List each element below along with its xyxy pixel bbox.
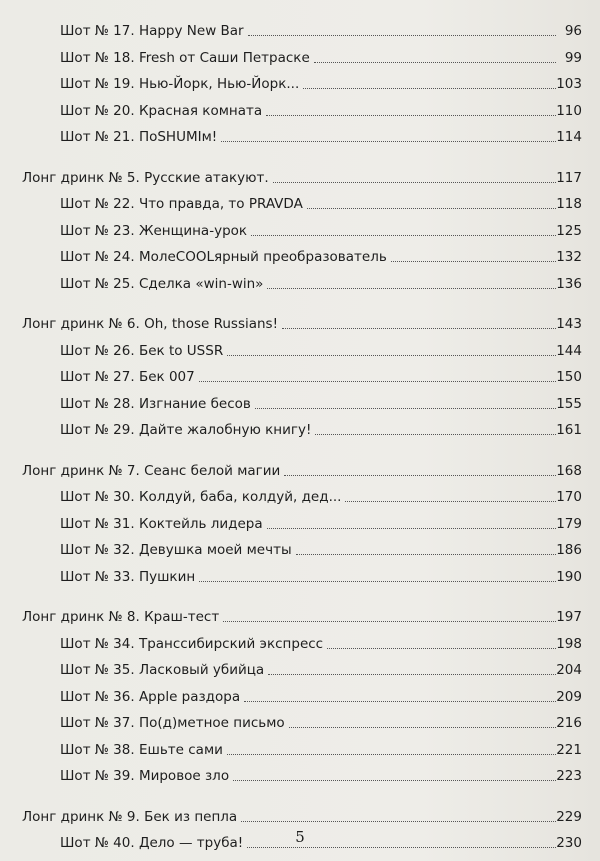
toc-page-number: 96 [564, 23, 582, 39]
toc-shot-entry [0, 484, 600, 511]
toc-entry-title: Шот № 34. Транссибирский экспресс [60, 635, 324, 652]
toc-page-number: 144 [556, 342, 582, 359]
page-number: 5 [295, 828, 305, 846]
toc-entry-title: Шот № 31. Коктейль лидера [60, 515, 263, 532]
toc-shot-entry [0, 338, 600, 365]
toc-entry-title: Лонг дринк № 5. Русские атакуют. [22, 169, 269, 186]
dot-leader [303, 88, 556, 89]
dot-leader [255, 408, 556, 409]
toc-shot-entry [0, 244, 600, 271]
toc-entry-title: Шот № 19. Нью-Йорк, Нью-Йорк... [60, 76, 300, 92]
toc-shot-entry [0, 124, 600, 151]
toc-page-number: 198 [556, 635, 582, 652]
toc-chapter-entry [0, 165, 600, 192]
dot-leader [244, 701, 556, 702]
dot-leader [267, 528, 556, 529]
toc-shot-entry [0, 710, 600, 737]
toc-entry-title: Шот № 18. Fresh от Саши Петраске [60, 49, 310, 66]
toc-shot-entry [0, 631, 600, 658]
toc-shot-entry [0, 45, 600, 72]
toc-entry-title: Шот № 33. Пушкин [60, 568, 196, 585]
toc-entry-title: Шот № 22. Что правда, то PRAVDA [60, 196, 303, 212]
toc-entry-title: Шот № 24. МолеCOOLярный преобразователь [60, 249, 387, 265]
toc-page-number: 132 [556, 249, 582, 265]
toc-page-number: 216 [556, 715, 582, 731]
dot-leader [345, 501, 556, 502]
toc-shot-entry [0, 71, 600, 98]
dot-leader [289, 727, 556, 728]
toc-shot-entry [0, 763, 600, 790]
dot-leader [391, 261, 556, 262]
toc-page-number: 136 [556, 275, 582, 292]
toc-shot-entry [0, 564, 600, 591]
toc-page-number: 204 [556, 662, 582, 678]
toc-page-number: 143 [556, 316, 582, 332]
toc-shot-entry [0, 271, 600, 298]
toc-entry-title: Шот № 21. ПоSHUMIм! [60, 129, 218, 145]
toc-shot-entry [0, 417, 600, 444]
toc-page-number: 230 [556, 835, 582, 851]
dot-leader [241, 821, 556, 822]
dot-leader [273, 182, 556, 183]
toc-chapter-entry [0, 604, 600, 631]
toc-entry-title: Шот № 17. Happy New Bar [60, 23, 244, 39]
toc-shot-entry [0, 98, 600, 125]
toc-entry-title: Шот № 25. Сделка «win-win» [60, 275, 264, 292]
toc-entry-title: Шот № 37. По(д)метное письмо [60, 715, 285, 731]
dot-leader [314, 62, 556, 63]
toc-entry-title: Шот № 30. Колдуй, баба, колдуй, дед... [60, 489, 342, 505]
toc-page-number: 209 [556, 688, 582, 705]
toc-entry-title: Шот № 36. Apple раздора [60, 688, 241, 705]
toc-shot-entry [0, 537, 600, 564]
toc-shot-entry [0, 364, 600, 391]
dot-leader [282, 328, 556, 329]
toc-shot-entry [0, 684, 600, 711]
toc-chapter-entry [0, 311, 600, 338]
toc-shot-entry [0, 218, 600, 245]
toc-page-number: 103 [556, 76, 582, 92]
toc-page-number: 99 [564, 49, 582, 66]
toc-page-number: 179 [556, 515, 582, 532]
toc-entry-title: Лонг дринк № 9. Бек из пепла [22, 808, 238, 825]
toc-entry-title: Шот № 35. Ласковый убийца [60, 662, 265, 678]
toc-page-number: 197 [556, 609, 582, 625]
dot-leader [307, 208, 556, 209]
dot-leader [199, 381, 556, 382]
toc-page-number: 114 [556, 129, 582, 145]
toc-chapter-entry [0, 804, 600, 831]
dot-leader [223, 621, 556, 622]
toc-page-number: 155 [556, 395, 582, 412]
toc-entry-title: Шот № 20. Красная комната [60, 102, 263, 119]
toc-shot-entry [0, 657, 600, 684]
toc-entry-title: Шот № 23. Женщина-урок [60, 222, 248, 239]
dot-leader [227, 754, 556, 755]
dot-leader [284, 475, 556, 476]
toc-page-number: 125 [556, 222, 582, 239]
toc-entry-title: Шот № 39. Мировое зло [60, 768, 230, 784]
dot-leader [221, 141, 556, 142]
dot-leader [327, 648, 556, 649]
toc-chapter-entry [0, 458, 600, 485]
toc-page-number: 186 [556, 542, 582, 558]
toc-shot-entry [0, 737, 600, 764]
dot-leader [247, 847, 556, 848]
toc-entry-title: Шот № 40. Дело — труба! [60, 835, 244, 851]
toc-page-number: 168 [556, 462, 582, 479]
toc-entry-title: Шот № 28. Изгнание бесов [60, 395, 251, 412]
toc-shot-entry [0, 191, 600, 218]
toc-page-number: 118 [556, 196, 582, 212]
toc-entry-title: Шот № 26. Бек to USSR [60, 342, 224, 359]
toc-shot-entry [0, 18, 600, 45]
dot-leader [248, 35, 556, 36]
dot-leader [227, 355, 556, 356]
toc-entry-title: Лонг дринк № 8. Краш-тест [22, 609, 220, 625]
dot-leader [268, 674, 556, 675]
toc-entry-title: Шот № 32. Девушка моей мечты [60, 542, 292, 558]
toc-entry-title: Шот № 38. Ешьте сами [60, 741, 223, 758]
dot-leader [233, 780, 556, 781]
dot-leader [315, 434, 556, 435]
dot-leader [296, 554, 556, 555]
toc-page-number: 223 [556, 768, 582, 784]
toc-entry-title: Лонг дринк № 6. Oh, those Russians! [22, 316, 278, 332]
toc-page-number: 221 [556, 741, 582, 758]
toc-page-number: 229 [556, 808, 582, 825]
toc-page-number: 170 [556, 489, 582, 505]
toc-shot-entry [0, 511, 600, 538]
toc-entry-title: Шот № 27. Бек 007 [60, 369, 195, 385]
toc-page-number: 190 [556, 568, 582, 585]
toc-page-number: 110 [556, 102, 582, 119]
toc-page-number: 150 [556, 369, 582, 385]
dot-leader [267, 288, 556, 289]
toc-shot-entry [0, 391, 600, 418]
toc-entry-title: Шот № 29. Дайте жалобную книгу! [60, 422, 312, 438]
dot-leader [251, 235, 556, 236]
toc-entry-title: Лонг дринк № 7. Сеанс белой магии [22, 462, 281, 479]
toc-page-number: 161 [556, 422, 582, 438]
toc-page-number: 117 [556, 169, 582, 186]
dot-leader [199, 581, 556, 582]
dot-leader [266, 115, 556, 116]
table-of-contents [0, 18, 600, 857]
